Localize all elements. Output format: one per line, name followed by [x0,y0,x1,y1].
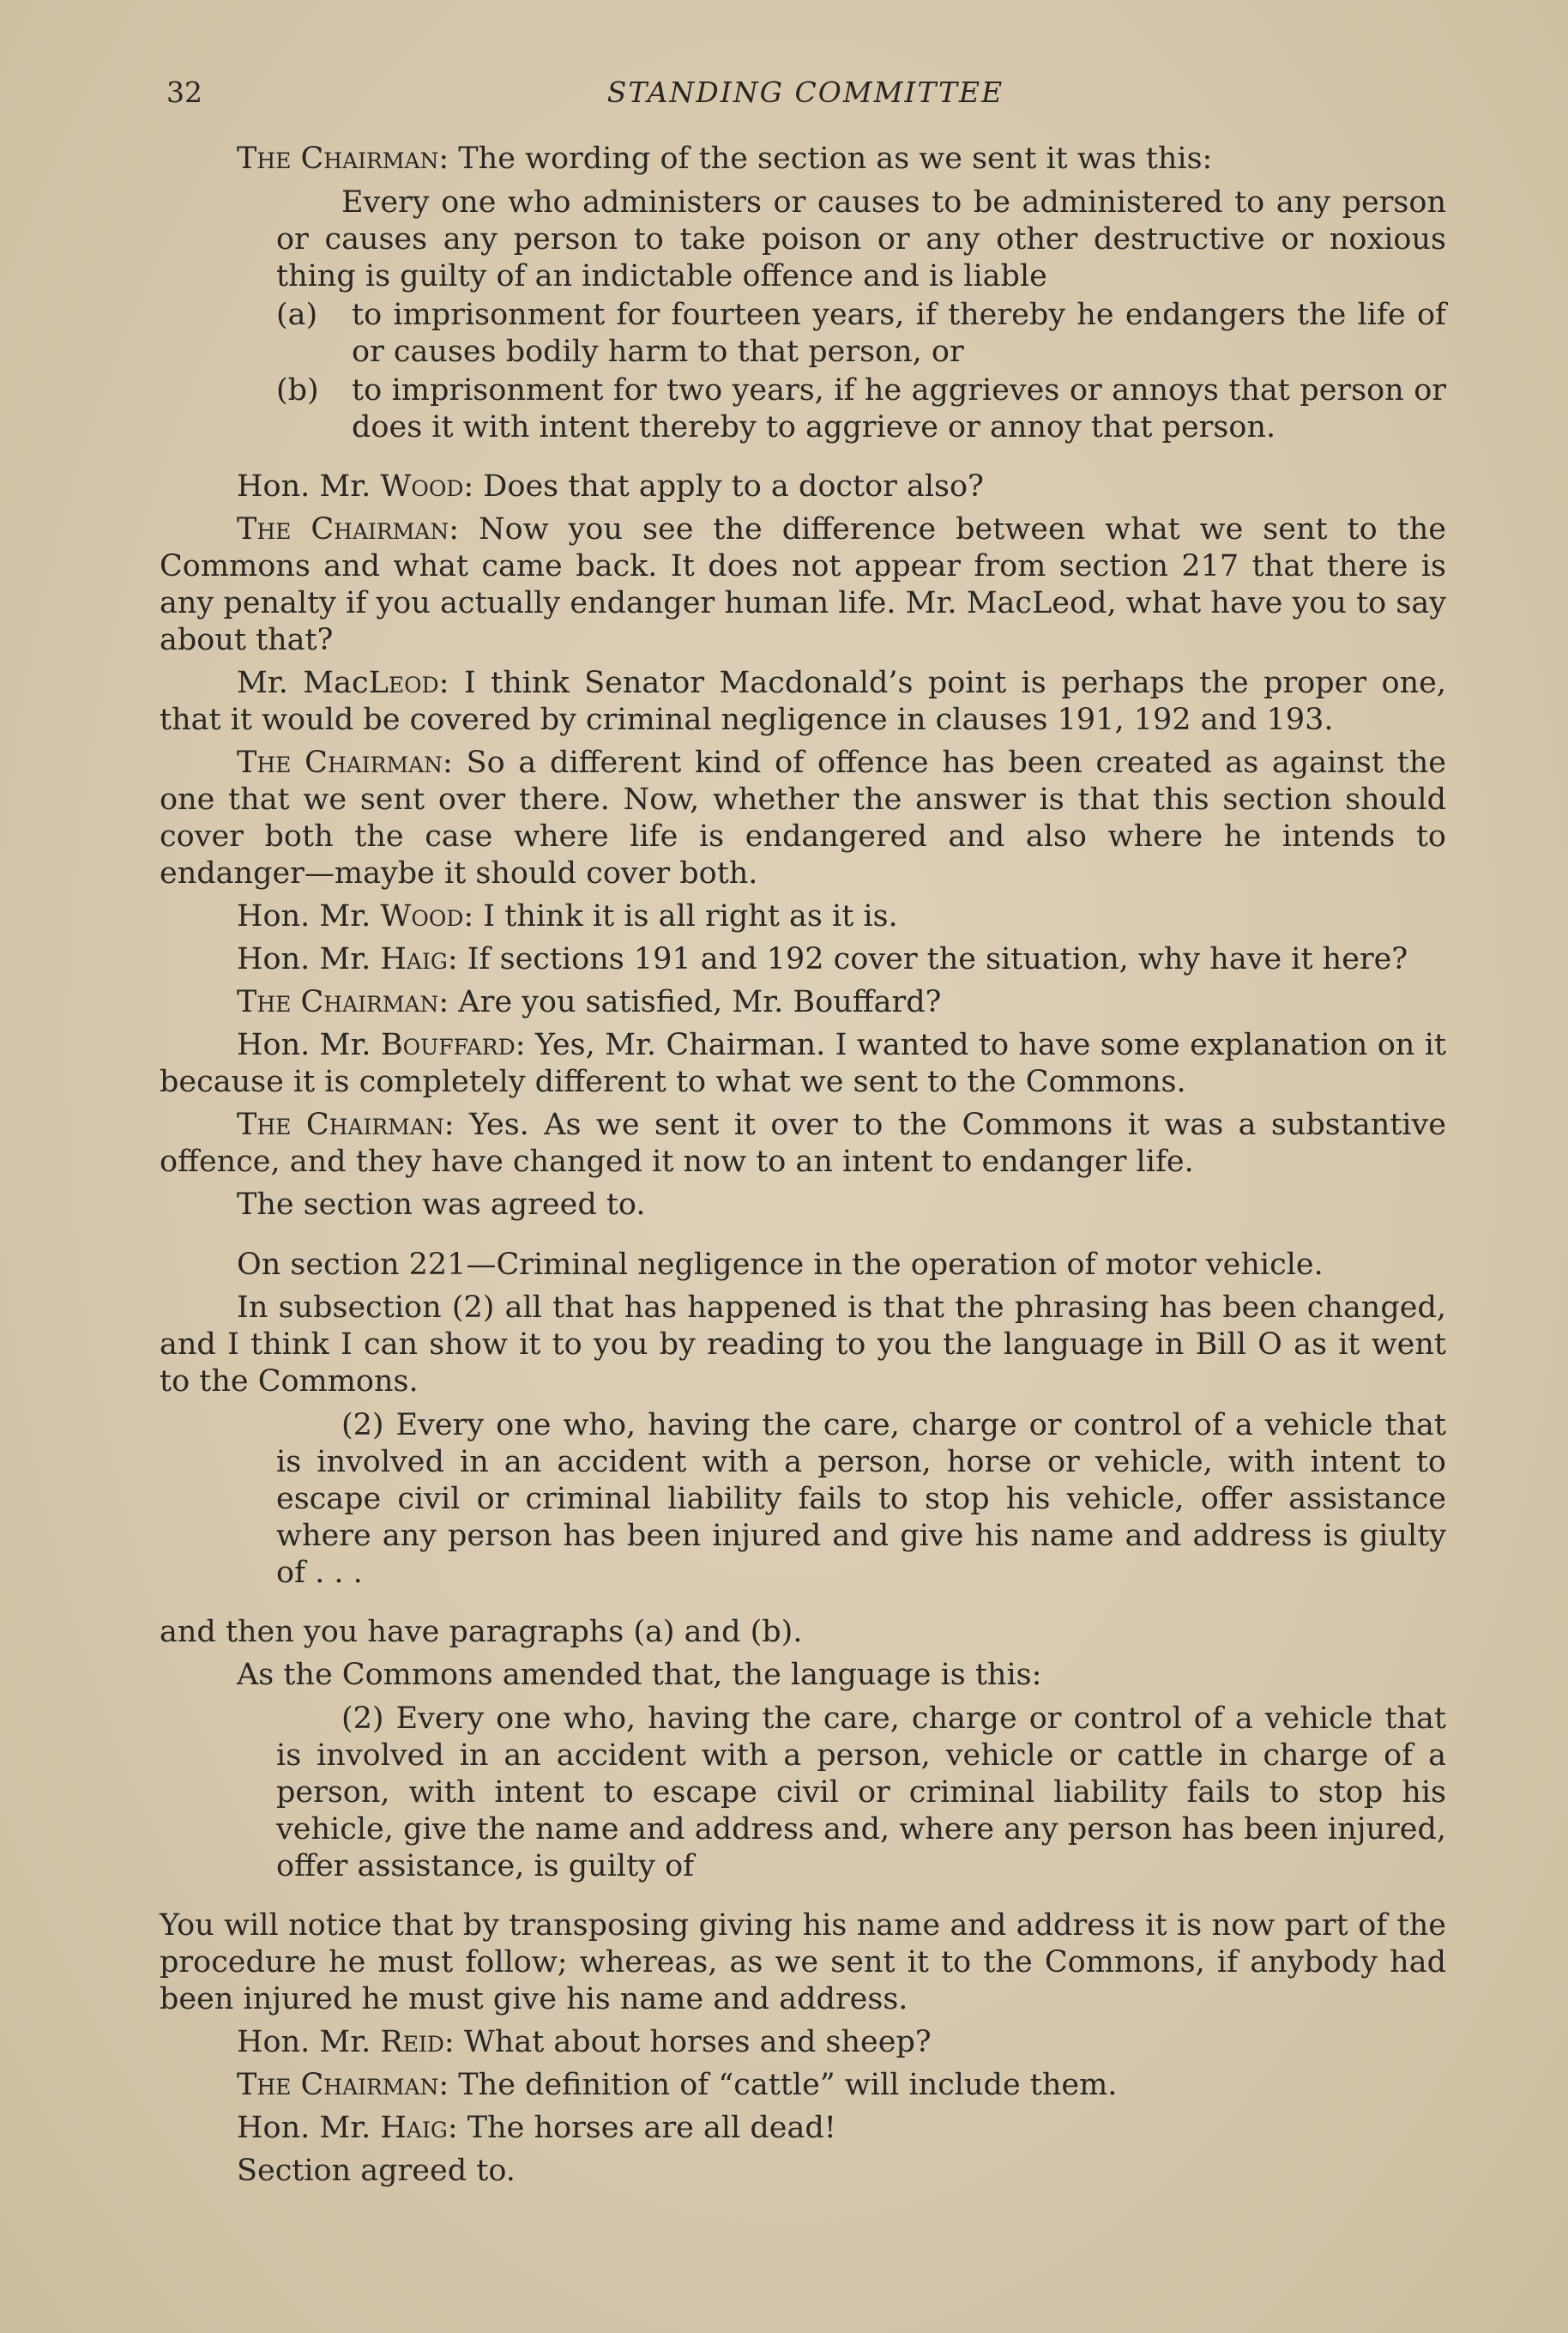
speaker-name: The Chairman [237,746,443,780]
paragraph: In subsection (2) all that has happened is that the phrasing has been changed, and I think I can show it to you by reading to you the language in Bill O as it went to the Commons. [160,1290,1446,1399]
speech-text: : So a different kind of offence has been created as against the one that we sent over there. Now, whether the answer is that this section should cover both the case where life is endangered and also where he intends to endanger—maybe it should cover both. [160,746,1446,891]
quote-item [276,297,1446,371]
speech-text: : The definition of “cattle” will include them. [438,2068,1118,2102]
paragraph [160,984,1446,1021]
speaker-name: Haig [380,942,448,976]
speech-text: : The wording of the section as we sent it was this: [438,142,1213,176]
speech-text: : I think it is all right as it is. [463,899,898,934]
quote-text: (2) Every one who, having the care, charge or control of a vehicle that is involved in an accident with a person, horse or vehicle, with intent to escape civil or criminal liability fails to stop his vehicle, offer assistance where any person has been injured and give his name and address is giulty of . . . [276,1408,1446,1590]
paragraph [160,665,1446,739]
speaker-prefix: Mr. Mac [237,666,369,700]
quote-intro: Every one who administers or causes to be administered to any person or causes any person to take poison or any other destructive or noxious thing is guilty of an indictable offence and is liable [276,185,1446,293]
speech-text: : Yes, Mr. Chairman. I wanted to have some explanation on it because it is completely different to what we sent to the Commons. [160,1028,1446,1099]
page-number: 32 [166,76,202,109]
paragraph [160,2110,1446,2147]
speaker-prefix: Hon. Mr. [237,469,381,504]
speech-text: : Does that apply to a doctor also? [463,469,984,504]
paragraph [160,2067,1446,2104]
item-text: to imprisonment for two years, if he aggrieves or annoys that person or does it with intent thereby to aggrieve or annoy that person. [352,373,1446,444]
spacer [160,1230,1446,1247]
paragraph: You will notice that by transposing giving his name and address it is now part of the procedure he must follow; whereas, as we sent it to the Commons, if anybody had been injured he must give his name and address. [160,1908,1446,2016]
paragraph [160,141,1446,178]
speaker-prefix: Hon. Mr. [237,1028,381,1062]
paragraph [160,1027,1446,1101]
speaker-name: The Chairman [237,1108,444,1142]
speech-text: : Yes. As we sent it over to the Commons it was a substantive offence, and they have changed it now to an intent to endanger life. [160,1108,1446,1179]
speech-text: : The horses are all dead! [447,2111,836,2145]
paragraph: As the Commons amended that, the language is this: [237,1658,1042,1692]
paragraph [160,1107,1446,1181]
paragraph [160,745,1446,892]
paragraph [160,898,1446,935]
speaker-name: The Chairman [237,985,439,1019]
item-label: (b) [276,373,319,408]
paragraph [160,2024,1446,2061]
speaker-prefix: Hon. Mr. [237,899,381,934]
quoted-section [276,184,1446,446]
speaker-name: Reid [380,2025,444,2059]
item-label: (a) [276,298,318,332]
body-text [160,141,1446,2196]
speaker-name: Wood [380,899,464,934]
paragraph: Section agreed to. [237,2154,516,2188]
running-head: STANDING COMMITTEE [606,76,1004,109]
speaker-name: The Chairman [237,512,449,547]
paragraph: The section was agreed to. [237,1188,646,1222]
speech-text: : Now you see the difference between what we sent to the Commons and what came back. It does not appear from section 217 that there is any penalty if you actually endanger human life. Mr. MacLeod, what have you to say about that? [160,512,1446,657]
quote-text: (2) Every one who, having the care, charge or control of a vehicle that is involved in an accident with a person, vehicle or cattle in charge of a person, with intent to escape civil or criminal liability fails to stop his vehicle, give the name and address and, where any person has been injured, offer assistance, is guilty of [276,1701,1446,1883]
paragraph [160,941,1446,978]
speech-text: : What about horses and sheep? [443,2025,932,2059]
speech-text: : I think Senator Macdonald’s point is perhaps the proper one, that it would be covered by criminal negligence in clauses 191, 192 and 193. [160,666,1446,737]
quoted-section [276,1701,1446,1885]
speaker-prefix: Hon. Mr. [237,2025,381,2059]
speech-text: : Are you satisfied, Mr. Bouffard? [438,985,942,1019]
speaker-name: Leod [368,666,439,700]
quote-item [276,372,1446,446]
page-header [166,76,1444,118]
speech-text: : If sections 191 and 192 cover the situation, why have it here? [447,942,1408,976]
paragraph: and then you have paragraphs (a) and (b). [160,1615,803,1649]
item-text: to imprisonment for fourteen years, if thereby he endangers the life of or causes bodily harm to that person, or [352,298,1446,369]
speaker-prefix: Hon. Mr. [237,942,381,976]
paragraph [160,511,1446,659]
speaker-name: The Chairman [237,2068,439,2102]
paragraph: On section 221—Criminal negligence in the operation of motor vehicle. [237,1248,1324,1282]
paragraph [160,468,1446,505]
speaker-prefix: Hon. Mr. [237,2111,381,2145]
speaker-name: Haig [380,2111,448,2145]
quoted-section [276,1407,1446,1592]
speaker-name: Bouffard [380,1028,516,1062]
speaker-name: Wood [380,469,464,504]
speaker-name: The Chairman [237,142,439,176]
